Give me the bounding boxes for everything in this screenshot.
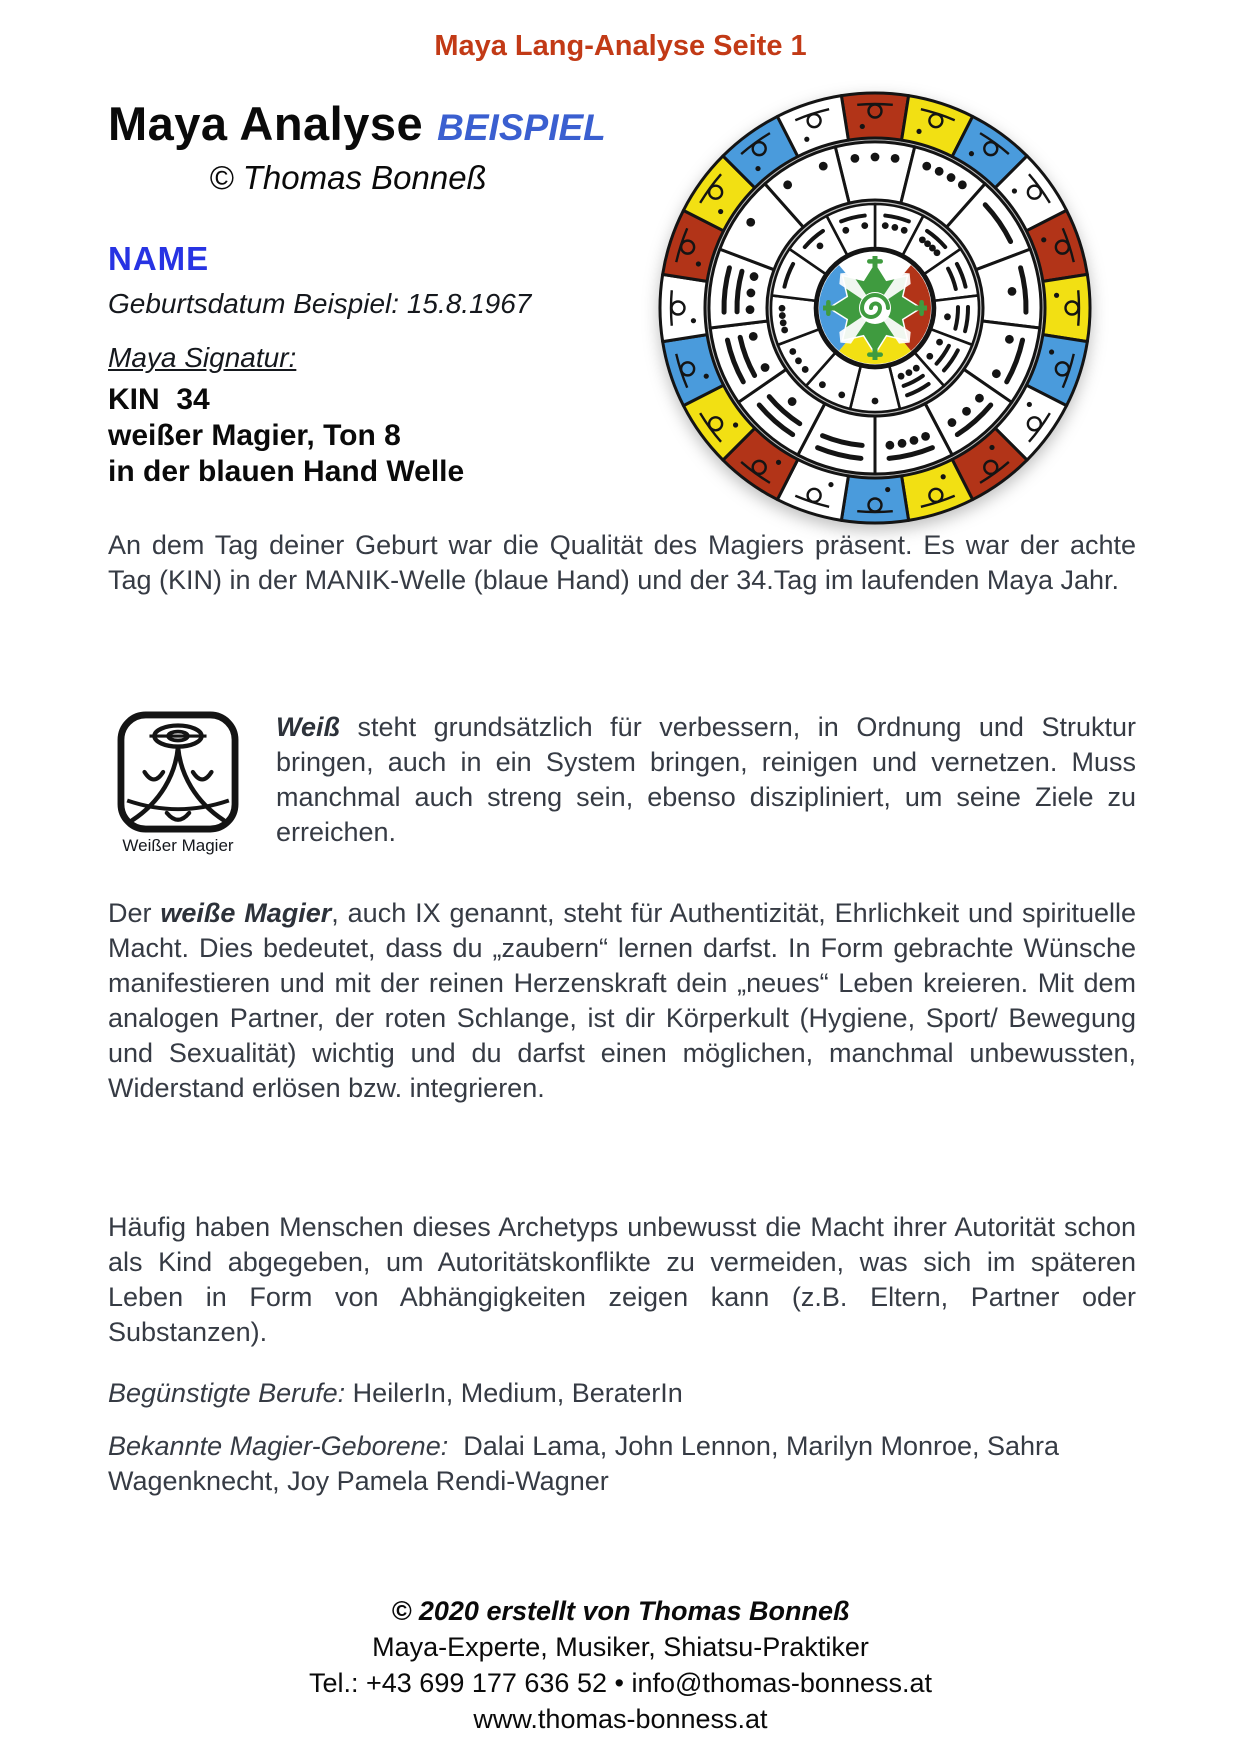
intro-paragraph: An dem Tag deiner Geburt war die Qualität des Magiers präsent. Es war der achte Tag (KIN) in der MANIK-Welle (blaue Hand) und der 34.Tag im laufenden Maya Jahr. [108, 530, 1136, 595]
title-block [108, 96, 708, 197]
maya-signature-block [108, 342, 464, 490]
glyph-caption: Weißer Magier [122, 836, 234, 855]
famous-line [108, 1429, 1136, 1499]
footer-copyright: © 2020 erstellt von Thomas Bonneß [391, 1596, 850, 1626]
footer [0, 1593, 1241, 1737]
author-copyright: © Thomas Bonneß [209, 159, 487, 196]
white-text: steht grundsätzlich für verbessern, in Ordnung und Struktur bringen, auch in ein System bringen, reinigen und vernetzen. Muss manchmal auch streng sein, ebenso diszipliniert, um seine Ziele zu erreichen. [276, 712, 1136, 847]
footer-website: www.thomas-bonness.at [473, 1704, 768, 1734]
professions-text: HeilerIn, Medium, BeraterIn [345, 1378, 683, 1408]
glyph-row [108, 710, 1136, 856]
famous-text: Dalai Lama, John Lennon, Marilyn Monroe, Sahra Wagenknecht, Joy Pamela Rendi-Wagner [108, 1431, 1067, 1496]
signature-kin: KIN 34 [108, 383, 210, 416]
signature-tone: weißer Magier, Ton 8 [108, 419, 401, 452]
magier-paragraph [108, 896, 1136, 1106]
magier-glyph-figure [108, 710, 248, 856]
name-block [108, 240, 531, 320]
white-lead: Weiß [276, 712, 341, 742]
footer-professions: Maya-Experte, Musiker, Shiatsu-Praktiker [372, 1632, 869, 1662]
document-title: Maya Analyse [108, 97, 424, 150]
white-quality-paragraph [276, 710, 1136, 850]
birthdate-text: Geburtsdatum Beispiel: 15.8.1967 [108, 288, 532, 319]
footer-contact: Tel.: +43 699 177 636 52 • info@thomas-bonness.at [308, 1668, 933, 1698]
page-header-title: Maya Lang-Analyse Seite 1 [434, 30, 807, 62]
archetype-paragraph: Häufig haben Menschen dieses Archetyps unbewusst die Macht ihrer Autorität schon als Kind abgegeben, um Autoritätskonflikte zu vermeiden, was sich im späteren Leben in Form von Abhängigkeiten zeigen kann (z.B. Eltern, Partner oder Substanzen). [108, 1212, 1136, 1347]
weisser-magier-glyph-icon [108, 710, 248, 834]
professions-label: Begünstigte Berufe: [108, 1378, 346, 1408]
magier-text: , auch IX genannt, steht für Authentizität, Ehrlichkeit und spirituelle Macht. Dies bedeutet, dass du „zaubern“ lernen darfst. In Form gebrachte Wünsche manifestieren und mit der reinen Herzenskraft dein „neues“ Leben kreieren. Mit dem analogen Partner, der roten Schlange, ist dir Körperkult (Hygiene, Sport/ Bewegung und Sexualität) wichtig und du darfst einen möglichen, manchmal unbewussten, Widerstand erlösen bzw. integrieren. [108, 898, 1136, 1103]
professions-line [108, 1376, 1136, 1411]
famous-label: Bekannte Magier-Geborene: [108, 1431, 449, 1461]
magier-lead: weiße Magier [160, 898, 332, 928]
magier-lead-pre: Der [108, 898, 161, 928]
signature-label: Maya Signatur: [108, 342, 297, 373]
maya-calendar-wheel [645, 78, 1105, 538]
name-label: NAME [108, 240, 210, 277]
signature-wave: in der blauen Hand Welle [108, 455, 465, 488]
beispiel-badge: BEISPIEL [437, 107, 606, 148]
main-content [108, 528, 1136, 1499]
